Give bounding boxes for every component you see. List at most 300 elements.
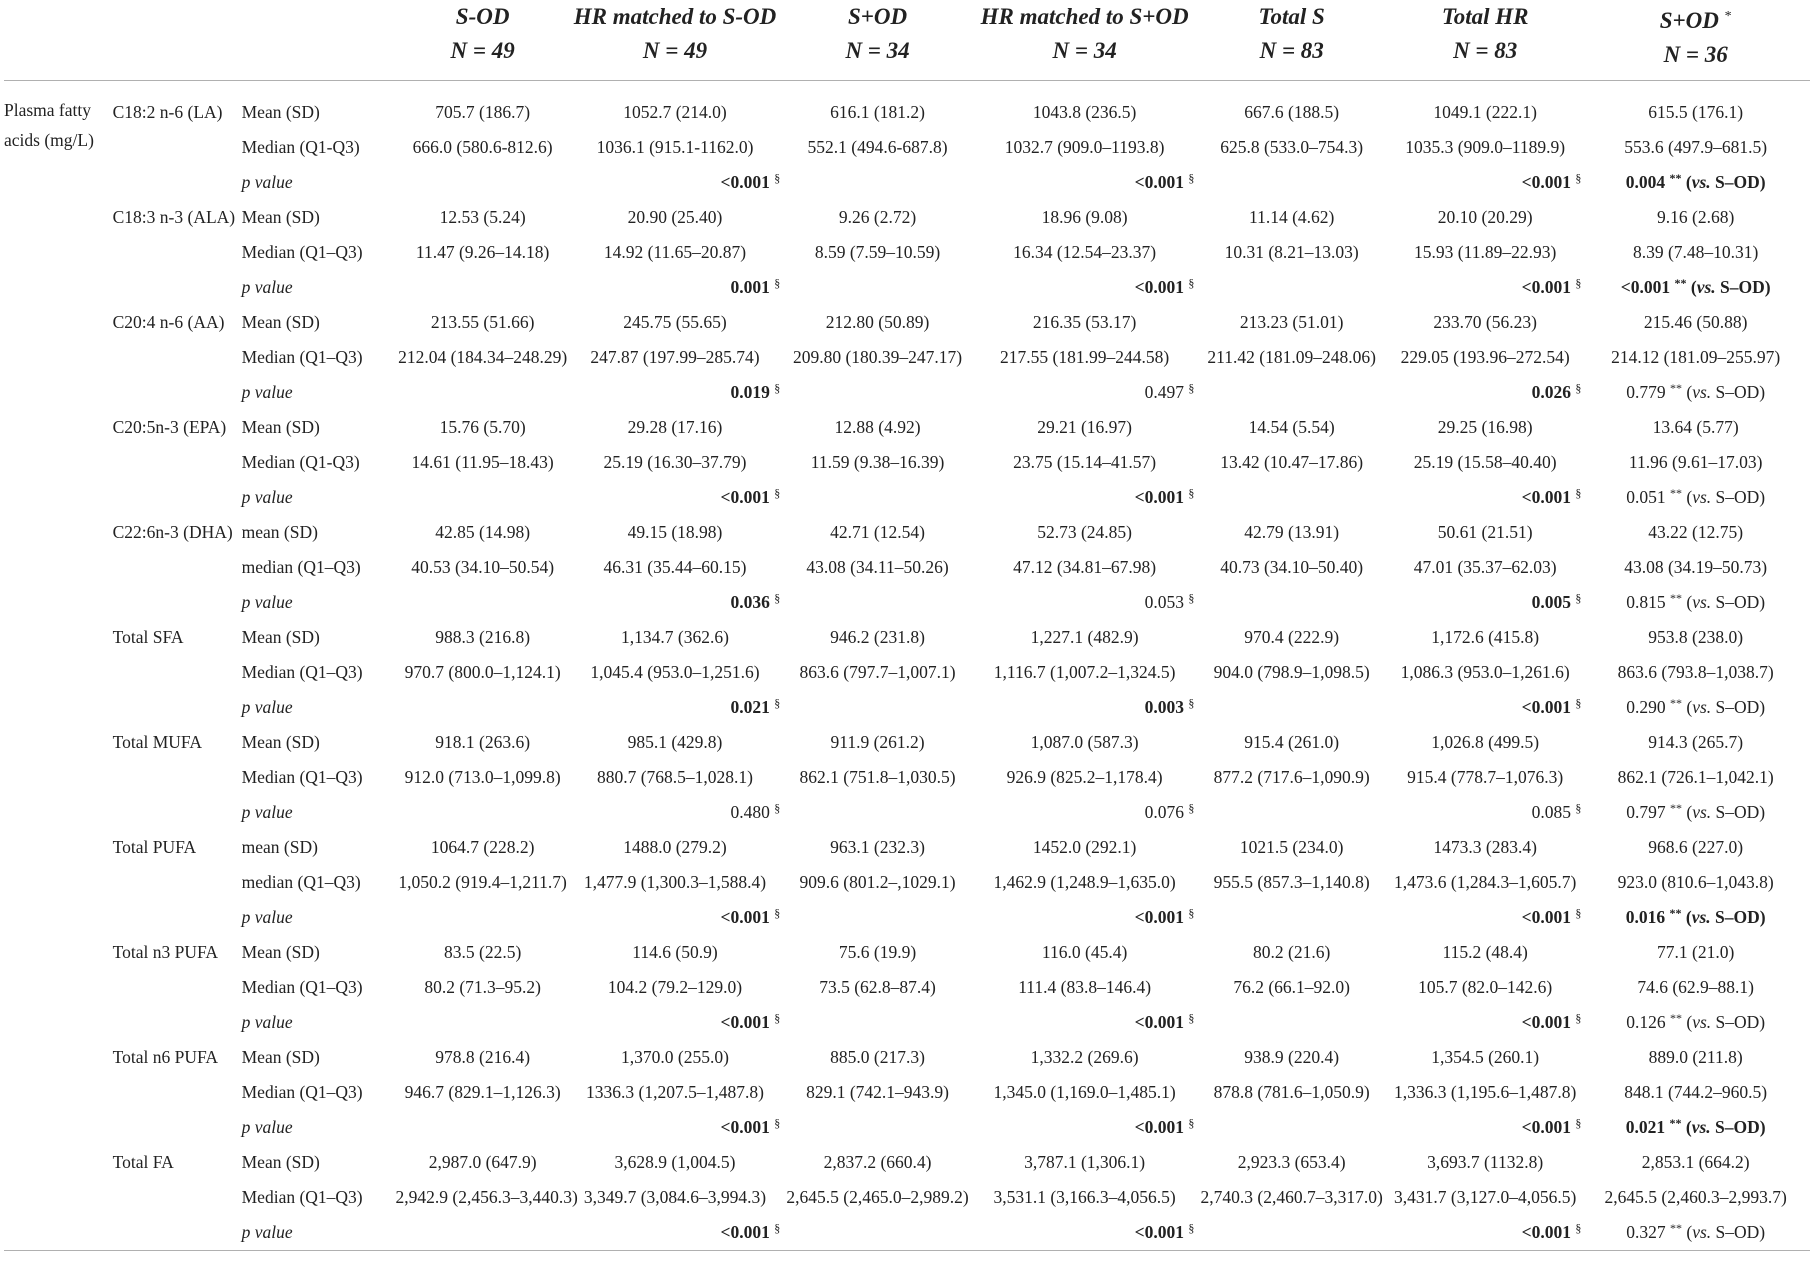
p-value-cell <box>396 795 781 830</box>
table-cell: 229.05 (193.96–272.54) <box>1400 347 1570 367</box>
col-header-title-text: HR matched to S-OD <box>573 4 777 29</box>
p-value-mark: § <box>774 591 781 605</box>
table-cell: 11.59 (9.38–16.39) <box>810 452 945 472</box>
table-cell: 12.53 (5.24) <box>439 207 526 227</box>
table-row <box>4 305 1810 340</box>
table-cell: 211.42 (181.09–248.06) <box>1207 347 1376 367</box>
stat-label: Mean (SD) <box>241 417 320 437</box>
p-value-mark: § <box>1188 171 1195 185</box>
p-value-comparison: (vs. S–OD) <box>1685 1117 1766 1137</box>
table-cell: 29.28 (17.16) <box>627 417 723 437</box>
p-value-mark: § <box>1575 1221 1582 1235</box>
col-header-n: N = 49 <box>642 38 708 63</box>
p-value: <0.001 <box>720 172 770 192</box>
p-value-cell <box>1194 795 1581 830</box>
table-cell: 1,026.8 (499.5) <box>1431 732 1540 752</box>
table-row <box>4 1040 1810 1075</box>
col-header <box>396 0 570 81</box>
p-value-vs-cell <box>1581 900 1810 935</box>
table-cell: 666.0 (580.6-812.6) <box>412 137 553 157</box>
table-cell: 848.1 (744.2–960.5) <box>1624 1082 1768 1102</box>
p-value-comparison: (vs. S–OD) <box>1685 907 1766 927</box>
p-value-cell <box>396 375 781 410</box>
table-cell: 9.26 (2.72) <box>838 207 917 227</box>
table-cell: 1,227.1 (482.9) <box>1030 627 1139 647</box>
table-cell: 970.7 (800.0–1,124.1) <box>404 662 561 682</box>
p-value-mark: § <box>774 276 781 290</box>
col-header-title-text: Total HR <box>1441 4 1529 29</box>
p-value-mark: ** <box>1669 591 1682 605</box>
p-value-mark: ** <box>1669 801 1682 815</box>
table-cell: 1488.0 (279.2) <box>623 837 727 857</box>
p-value-mark: § <box>1575 696 1582 710</box>
p-value-cell <box>780 1005 1194 1040</box>
table-cell: 904.0 (798.9–1,098.5) <box>1213 662 1370 682</box>
p-value-comparison: (vs. S–OD) <box>1686 592 1766 612</box>
table-cell: 11.14 (4.62) <box>1248 207 1335 227</box>
col-header <box>780 0 975 81</box>
table-cell: 1452.0 (292.1) <box>1032 837 1137 857</box>
p-value-cell <box>1194 165 1581 200</box>
p-value-mark: § <box>1188 801 1195 815</box>
table-cell: 955.5 (857.3–1,140.8) <box>1213 872 1370 892</box>
col-header <box>975 0 1195 81</box>
p-value-row <box>4 165 1810 200</box>
p-value: <0.001 <box>1134 1012 1184 1032</box>
table-cell: 52.73 (24.85) <box>1037 522 1132 542</box>
table-cell: 915.4 (778.7–1,076.3) <box>1407 767 1564 787</box>
p-value: <0.001 <box>720 1222 770 1242</box>
p-value: 0.026 <box>1531 382 1571 402</box>
table-cell: 885.0 (217.3) <box>830 1047 925 1067</box>
table-cell: 8.59 (7.59–10.59) <box>814 242 941 262</box>
p-value: <0.001 <box>1521 1117 1571 1137</box>
p-value-label: p value <box>241 172 293 192</box>
table-row <box>4 655 1810 690</box>
table-cell: 18.96 (9.08) <box>1041 207 1128 227</box>
p-value-cell <box>1194 1005 1581 1040</box>
table-cell: 47.01 (35.37–62.03) <box>1413 557 1557 577</box>
p-value-mark: ** <box>1669 1116 1682 1130</box>
table-cell: 47.12 (34.81–67.98) <box>1013 557 1157 577</box>
p-value-label: p value <box>241 277 293 297</box>
p-value-cell <box>780 900 1194 935</box>
table-cell: 667.6 (188.5) <box>1244 102 1340 122</box>
p-value-label: p value <box>241 1222 293 1242</box>
category-label-line: Plasma fatty <box>4 100 91 120</box>
table-cell: 926.9 (825.2–1,178.4) <box>1006 767 1163 787</box>
stat-label: Mean (SD) <box>241 312 320 332</box>
col-header-title-text: S-OD <box>455 4 510 29</box>
table-cell: 3,628.9 (1,004.5) <box>614 1152 736 1172</box>
p-value-comparison: (vs. S–OD) <box>1686 802 1766 822</box>
p-value: 0.021 <box>730 697 770 717</box>
stat-label: Median (Q1-Q3) <box>241 137 360 157</box>
table-row <box>4 130 1810 165</box>
table-cell: 1,354.5 (260.1) <box>1431 1047 1540 1067</box>
p-value-mark: ** <box>1669 171 1682 185</box>
p-value-mark: § <box>1188 1116 1195 1130</box>
table-cell: 1,370.0 (255.0) <box>621 1047 729 1067</box>
p-value-mark: § <box>1575 381 1582 395</box>
table-cell: 1052.7 (214.0) <box>623 102 727 122</box>
table-cell: 923.0 (810.6–1,043.8) <box>1617 872 1774 892</box>
p-value-cell <box>780 480 1194 515</box>
table-cell: 25.19 (15.58–40.40) <box>1413 452 1557 472</box>
p-value-mark: § <box>1575 591 1582 605</box>
table-cell: 16.34 (12.54–23.37) <box>1013 242 1157 262</box>
p-value-row <box>4 270 1810 305</box>
table-row <box>4 970 1810 1005</box>
p-value-mark: ** <box>1669 1011 1682 1025</box>
p-value: 0.005 <box>1531 592 1571 612</box>
p-value-cell <box>780 270 1194 305</box>
table-cell: 73.5 (62.8–87.4) <box>819 977 936 997</box>
fatty-acids-table <box>4 0 1810 1257</box>
table-cell: 209.80 (180.39–247.17) <box>792 347 963 367</box>
p-value: <0.001 <box>720 907 770 927</box>
p-value-cell <box>1194 480 1581 515</box>
p-value-vs-cell <box>1581 585 1810 620</box>
p-value-cell <box>780 1215 1194 1251</box>
p-value: <0.001 <box>1521 487 1571 507</box>
table-cell: 1035.3 (909.0–1189.9) <box>1405 137 1566 157</box>
p-value-cell <box>396 690 781 725</box>
table-cell: 83.5 (22.5) <box>444 942 522 962</box>
table-cell: 3,431.7 (3,127.0–4,056.5) <box>1394 1187 1577 1207</box>
col-header <box>1581 0 1810 81</box>
p-value-cell <box>780 1110 1194 1145</box>
table-cell: 1032.7 (909.0–1193.8) <box>1004 137 1165 157</box>
stat-label: mean (SD) <box>241 837 318 857</box>
p-value: <0.001 <box>1134 487 1184 507</box>
p-value-mark: § <box>1188 486 1195 500</box>
col-header <box>1389 0 1581 81</box>
col-header-title-text: S+OD <box>847 4 908 29</box>
stat-label: Mean (SD) <box>241 1152 320 1172</box>
table-cell: 1064.7 (228.2) <box>430 837 535 857</box>
table-cell: 10.31 (8.21–13.03) <box>1224 242 1359 262</box>
table-row <box>4 760 1810 795</box>
p-value-vs-cell <box>1581 480 1810 515</box>
p-value: <0.001 <box>1134 1222 1184 1242</box>
p-value: 0.001 <box>730 277 770 297</box>
table-cell: 213.23 (51.01) <box>1239 312 1344 332</box>
stat-label: Median (Q1-Q3) <box>241 452 360 472</box>
header-row <box>4 0 1810 81</box>
table-row <box>4 515 1810 550</box>
p-value-label: p value <box>241 592 293 612</box>
table-cell: 1,050.2 (919.4–1,211.7) <box>398 872 567 892</box>
table-cell: 12.88 (4.92) <box>834 417 921 437</box>
table-cell: 114.6 (50.9) <box>632 942 718 962</box>
table-cell: 116.0 (45.4) <box>1041 942 1128 962</box>
p-value: 0.076 <box>1144 802 1184 822</box>
p-value: <0.001 <box>720 1012 770 1032</box>
p-value-mark: § <box>774 1221 781 1235</box>
stat-label: Median (Q1–Q3) <box>241 1187 363 1207</box>
table-cell: 213.55 (51.66) <box>430 312 535 332</box>
p-value-mark: § <box>1575 276 1582 290</box>
table-cell: 616.1 (181.2) <box>830 102 925 122</box>
table-cell: 878.8 (781.6–1,050.9) <box>1213 1082 1370 1102</box>
table-cell: 889.0 (211.8) <box>1648 1047 1743 1067</box>
table-row <box>4 1180 1810 1215</box>
category-label-line: acids (mg/L) <box>4 130 94 150</box>
table-cell: 1043.8 (236.5) <box>1032 102 1137 122</box>
p-value: 0.327 <box>1626 1222 1666 1242</box>
p-value-row <box>4 690 1810 725</box>
table-cell: 46.31 (35.44–60.15) <box>603 557 747 577</box>
p-value-mark: ** <box>1669 696 1682 710</box>
table-cell: 3,693.7 (1132.8) <box>1427 1152 1544 1172</box>
p-value: <0.001 <box>1521 172 1571 192</box>
table-row <box>4 235 1810 270</box>
table-cell: 105.7 (82.0–142.6) <box>1418 977 1553 997</box>
table-cell: 80.2 (71.3–95.2) <box>424 977 541 997</box>
p-value: 0.497 <box>1144 382 1184 402</box>
p-value-cell <box>780 690 1194 725</box>
col-header-title <box>570 0 780 34</box>
table-cell: 2,987.0 (647.9) <box>428 1152 537 1172</box>
p-value: 0.053 <box>1144 592 1184 612</box>
p-value: 0.126 <box>1626 1012 1666 1032</box>
table-cell: 50.61 (21.51) <box>1437 522 1533 542</box>
p-value-label: p value <box>241 1012 293 1032</box>
stat-label: Mean (SD) <box>241 102 320 122</box>
p-value: 0.290 <box>1626 697 1666 717</box>
p-value-row <box>4 1215 1810 1251</box>
p-value: 0.797 <box>1626 802 1666 822</box>
table-cell: 1021.5 (234.0) <box>1239 837 1344 857</box>
p-value-vs-cell <box>1581 795 1810 830</box>
p-value: <0.001 <box>1620 277 1671 297</box>
p-value-mark: ** <box>1669 486 1682 500</box>
p-value-comparison: (vs. S–OD) <box>1686 487 1766 507</box>
p-value-cell <box>396 480 781 515</box>
col-header-title <box>1194 0 1389 34</box>
table-cell: 946.7 (829.1–1,126.3) <box>404 1082 561 1102</box>
col-header-title <box>780 0 975 34</box>
table-cell: 15.76 (5.70) <box>439 417 526 437</box>
table-cell: 42.71 (12.54) <box>830 522 925 542</box>
table-cell: 705.7 (186.7) <box>435 102 531 122</box>
stat-label: median (Q1–Q3) <box>241 557 361 577</box>
p-value-vs-cell <box>1581 1110 1810 1145</box>
stat-label: Mean (SD) <box>241 627 320 647</box>
p-value-row <box>4 480 1810 515</box>
col-header-title-text: Total S <box>1258 4 1325 29</box>
table-cell: 76.2 (66.1–92.0) <box>1233 977 1351 997</box>
p-value: 0.480 <box>730 802 770 822</box>
fatty-acid-label: C18:2 n-6 (LA) <box>112 102 223 122</box>
p-value-cell <box>1194 1215 1581 1251</box>
p-value-mark: § <box>1575 486 1582 500</box>
table-cell: 938.9 (220.4) <box>1244 1047 1340 1067</box>
table-cell: 918.1 (263.6) <box>435 732 531 752</box>
p-value-label: p value <box>241 382 293 402</box>
p-value-mark: § <box>774 486 781 500</box>
p-value-mark: ** <box>1669 1221 1682 1235</box>
p-value-vs-cell <box>1581 270 1810 305</box>
table-cell: 3,787.1 (1,306.1) <box>1024 1152 1146 1172</box>
p-value-mark: § <box>1575 906 1582 920</box>
p-value-cell <box>1194 585 1581 620</box>
p-value: 0.016 <box>1625 907 1666 927</box>
col-header <box>570 0 780 81</box>
p-value-mark: ** <box>1669 381 1682 395</box>
stat-label: median (Q1–Q3) <box>241 872 361 892</box>
table-cell: 829.1 (742.1–943.9) <box>806 1082 949 1102</box>
p-value-mark: § <box>774 801 781 815</box>
p-value-mark: § <box>1188 906 1195 920</box>
stat-label: Median (Q1–Q3) <box>241 347 363 367</box>
p-value-mark: § <box>1575 1116 1582 1130</box>
table-row <box>4 410 1810 445</box>
table-cell: 877.2 (717.6–1,090.9) <box>1213 767 1370 787</box>
table-cell: 2,740.3 (2,460.7–3,317.0) <box>1200 1187 1383 1207</box>
table-cell: 915.4 (261.0) <box>1244 732 1340 752</box>
p-value-mark: § <box>1188 381 1195 395</box>
table-cell: 75.6 (19.9) <box>838 942 917 962</box>
table-cell: 111.4 (83.8–146.4) <box>1018 977 1152 997</box>
table-cell: 40.73 (34.10–50.40) <box>1220 557 1364 577</box>
p-value: 0.019 <box>730 382 770 402</box>
fatty-acid-label: C22:6n-3 (DHA) <box>112 522 233 542</box>
table-cell: 29.25 (16.98) <box>1437 417 1533 437</box>
table-cell: 3,531.1 (3,166.3–4,056.5) <box>993 1187 1176 1207</box>
table-cell: 963.1 (232.3) <box>830 837 925 857</box>
p-value-row <box>4 1005 1810 1040</box>
table-cell: 245.75 (55.65) <box>623 312 727 332</box>
fatty-acid-label: C20:5n-3 (EPA) <box>112 417 227 437</box>
table-cell: 115.2 (48.4) <box>1442 942 1528 962</box>
p-value-mark: ** <box>1669 906 1682 920</box>
col-header-n: N = 34 <box>845 38 910 63</box>
p-value-vs-cell <box>1581 1005 1810 1040</box>
p-value-mark: § <box>1575 801 1582 815</box>
p-value-mark: § <box>1188 1011 1195 1025</box>
table-cell: 863.6 (797.7–1,007.1) <box>799 662 956 682</box>
p-value-cell <box>396 270 781 305</box>
table-cell: 1,172.6 (415.8) <box>1431 627 1540 647</box>
table-cell: 1,332.2 (269.6) <box>1030 1047 1139 1067</box>
table-cell: 212.04 (184.34–248.29) <box>398 347 568 367</box>
p-value-mark: § <box>1188 1221 1195 1235</box>
table-cell: 43.22 (12.75) <box>1648 522 1744 542</box>
table-cell: 1,336.3 (1,195.6–1,487.8) <box>1394 1082 1577 1102</box>
p-value-mark: § <box>774 696 781 710</box>
col-header-n: N = 49 <box>450 38 515 63</box>
p-value-comparison: (vs. S–OD) <box>1686 697 1766 717</box>
col-header-n: N = 36 <box>1663 42 1728 67</box>
table-cell: 1036.1 (915.1-1162.0) <box>596 137 754 157</box>
p-value-mark: § <box>774 1011 781 1025</box>
table-cell: 8.39 (7.48–10.31) <box>1632 242 1759 262</box>
p-value-comparison: (vs. S–OD) <box>1686 1222 1766 1242</box>
p-value-cell <box>1194 690 1581 725</box>
stat-label: Median (Q1–Q3) <box>241 662 363 682</box>
table-cell: 15.93 (11.89–22.93) <box>1414 242 1557 262</box>
stat-label: Median (Q1–Q3) <box>241 1082 363 1102</box>
stat-label: Median (Q1–Q3) <box>241 767 363 787</box>
table-cell: 80.2 (21.6) <box>1253 942 1331 962</box>
p-value: 0.021 <box>1625 1117 1666 1137</box>
p-value: <0.001 <box>1521 907 1571 927</box>
table-cell: 20.10 (20.29) <box>1437 207 1533 227</box>
table-cell: 1473.3 (283.4) <box>1433 837 1537 857</box>
p-value-cell <box>396 585 781 620</box>
col-header-title <box>975 0 1195 34</box>
col-header-title <box>396 0 570 34</box>
p-value-row <box>4 1110 1810 1145</box>
p-value-cell <box>1194 900 1581 935</box>
p-value-cell <box>396 165 781 200</box>
col-header-title <box>1389 0 1581 34</box>
table-cell: 13.64 (5.77) <box>1652 417 1739 437</box>
table-cell: 216.35 (53.17) <box>1032 312 1137 332</box>
p-value-comparison: (vs. S–OD) <box>1686 382 1766 402</box>
fatty-acid-label: C18:3 n-3 (ALA) <box>112 207 236 227</box>
p-value: 0.085 <box>1531 802 1571 822</box>
table-cell: 2,923.3 (653.4) <box>1237 1152 1346 1172</box>
p-value-mark: ** <box>1674 276 1687 290</box>
table-cell: 217.55 (181.99–244.58) <box>1000 347 1170 367</box>
p-value: <0.001 <box>1521 277 1571 297</box>
col-header-title <box>1581 0 1810 38</box>
p-value: <0.001 <box>1134 907 1184 927</box>
table-cell: 9.16 (2.68) <box>1657 207 1735 227</box>
col-header-title-text: HR matched to S+OD <box>980 4 1189 29</box>
table-cell: 552.1 (494.6-687.8) <box>807 137 948 157</box>
table-cell: 23.75 (15.14–41.57) <box>1013 452 1157 472</box>
table-cell: 43.08 (34.19–50.73) <box>1624 557 1768 577</box>
p-value-label: p value <box>241 802 293 822</box>
table-cell: 1049.1 (222.1) <box>1433 102 1537 122</box>
table-row <box>4 865 1810 900</box>
p-value-vs-cell <box>1581 375 1810 410</box>
p-value: <0.001 <box>1521 1222 1571 1242</box>
p-value-cell <box>396 1005 781 1040</box>
p-value-row <box>4 585 1810 620</box>
p-value-mark: § <box>774 171 781 185</box>
table-cell: 77.1 (21.0) <box>1657 942 1735 962</box>
p-value: 0.036 <box>730 592 770 612</box>
table-cell: 2,942.9 (2,456.3–3,440.3) <box>395 1187 578 1207</box>
table-row <box>4 620 1810 655</box>
p-value: <0.001 <box>1134 277 1184 297</box>
table-cell: 909.6 (801.2–,1029.1) <box>799 872 956 892</box>
table-cell: 74.6 (62.9–88.1) <box>1637 977 1754 997</box>
p-value: 0.779 <box>1626 382 1666 402</box>
table-cell: 212.80 (50.89) <box>825 312 930 332</box>
p-value: <0.001 <box>1134 1117 1184 1137</box>
stat-label: mean (SD) <box>241 522 318 542</box>
table-cell: 978.8 (216.4) <box>435 1047 531 1067</box>
table-cell: 1,116.7 (1,007.2–1,324.5) <box>993 662 1176 682</box>
table-cell: 42.85 (14.98) <box>435 522 531 542</box>
p-value-vs-cell <box>1581 165 1810 200</box>
fatty-acid-label: Total MUFA <box>112 732 202 752</box>
p-value-vs-cell <box>1581 690 1810 725</box>
table-row <box>4 725 1810 760</box>
col-header-title-text: S+OD <box>1659 8 1719 33</box>
p-value: 0.051 <box>1626 487 1666 507</box>
table-cell: 1,087.0 (587.3) <box>1030 732 1139 752</box>
p-value-comparison: (vs. S–OD) <box>1690 277 1771 297</box>
table-row <box>4 81 1810 131</box>
p-value-label: p value <box>241 907 293 927</box>
